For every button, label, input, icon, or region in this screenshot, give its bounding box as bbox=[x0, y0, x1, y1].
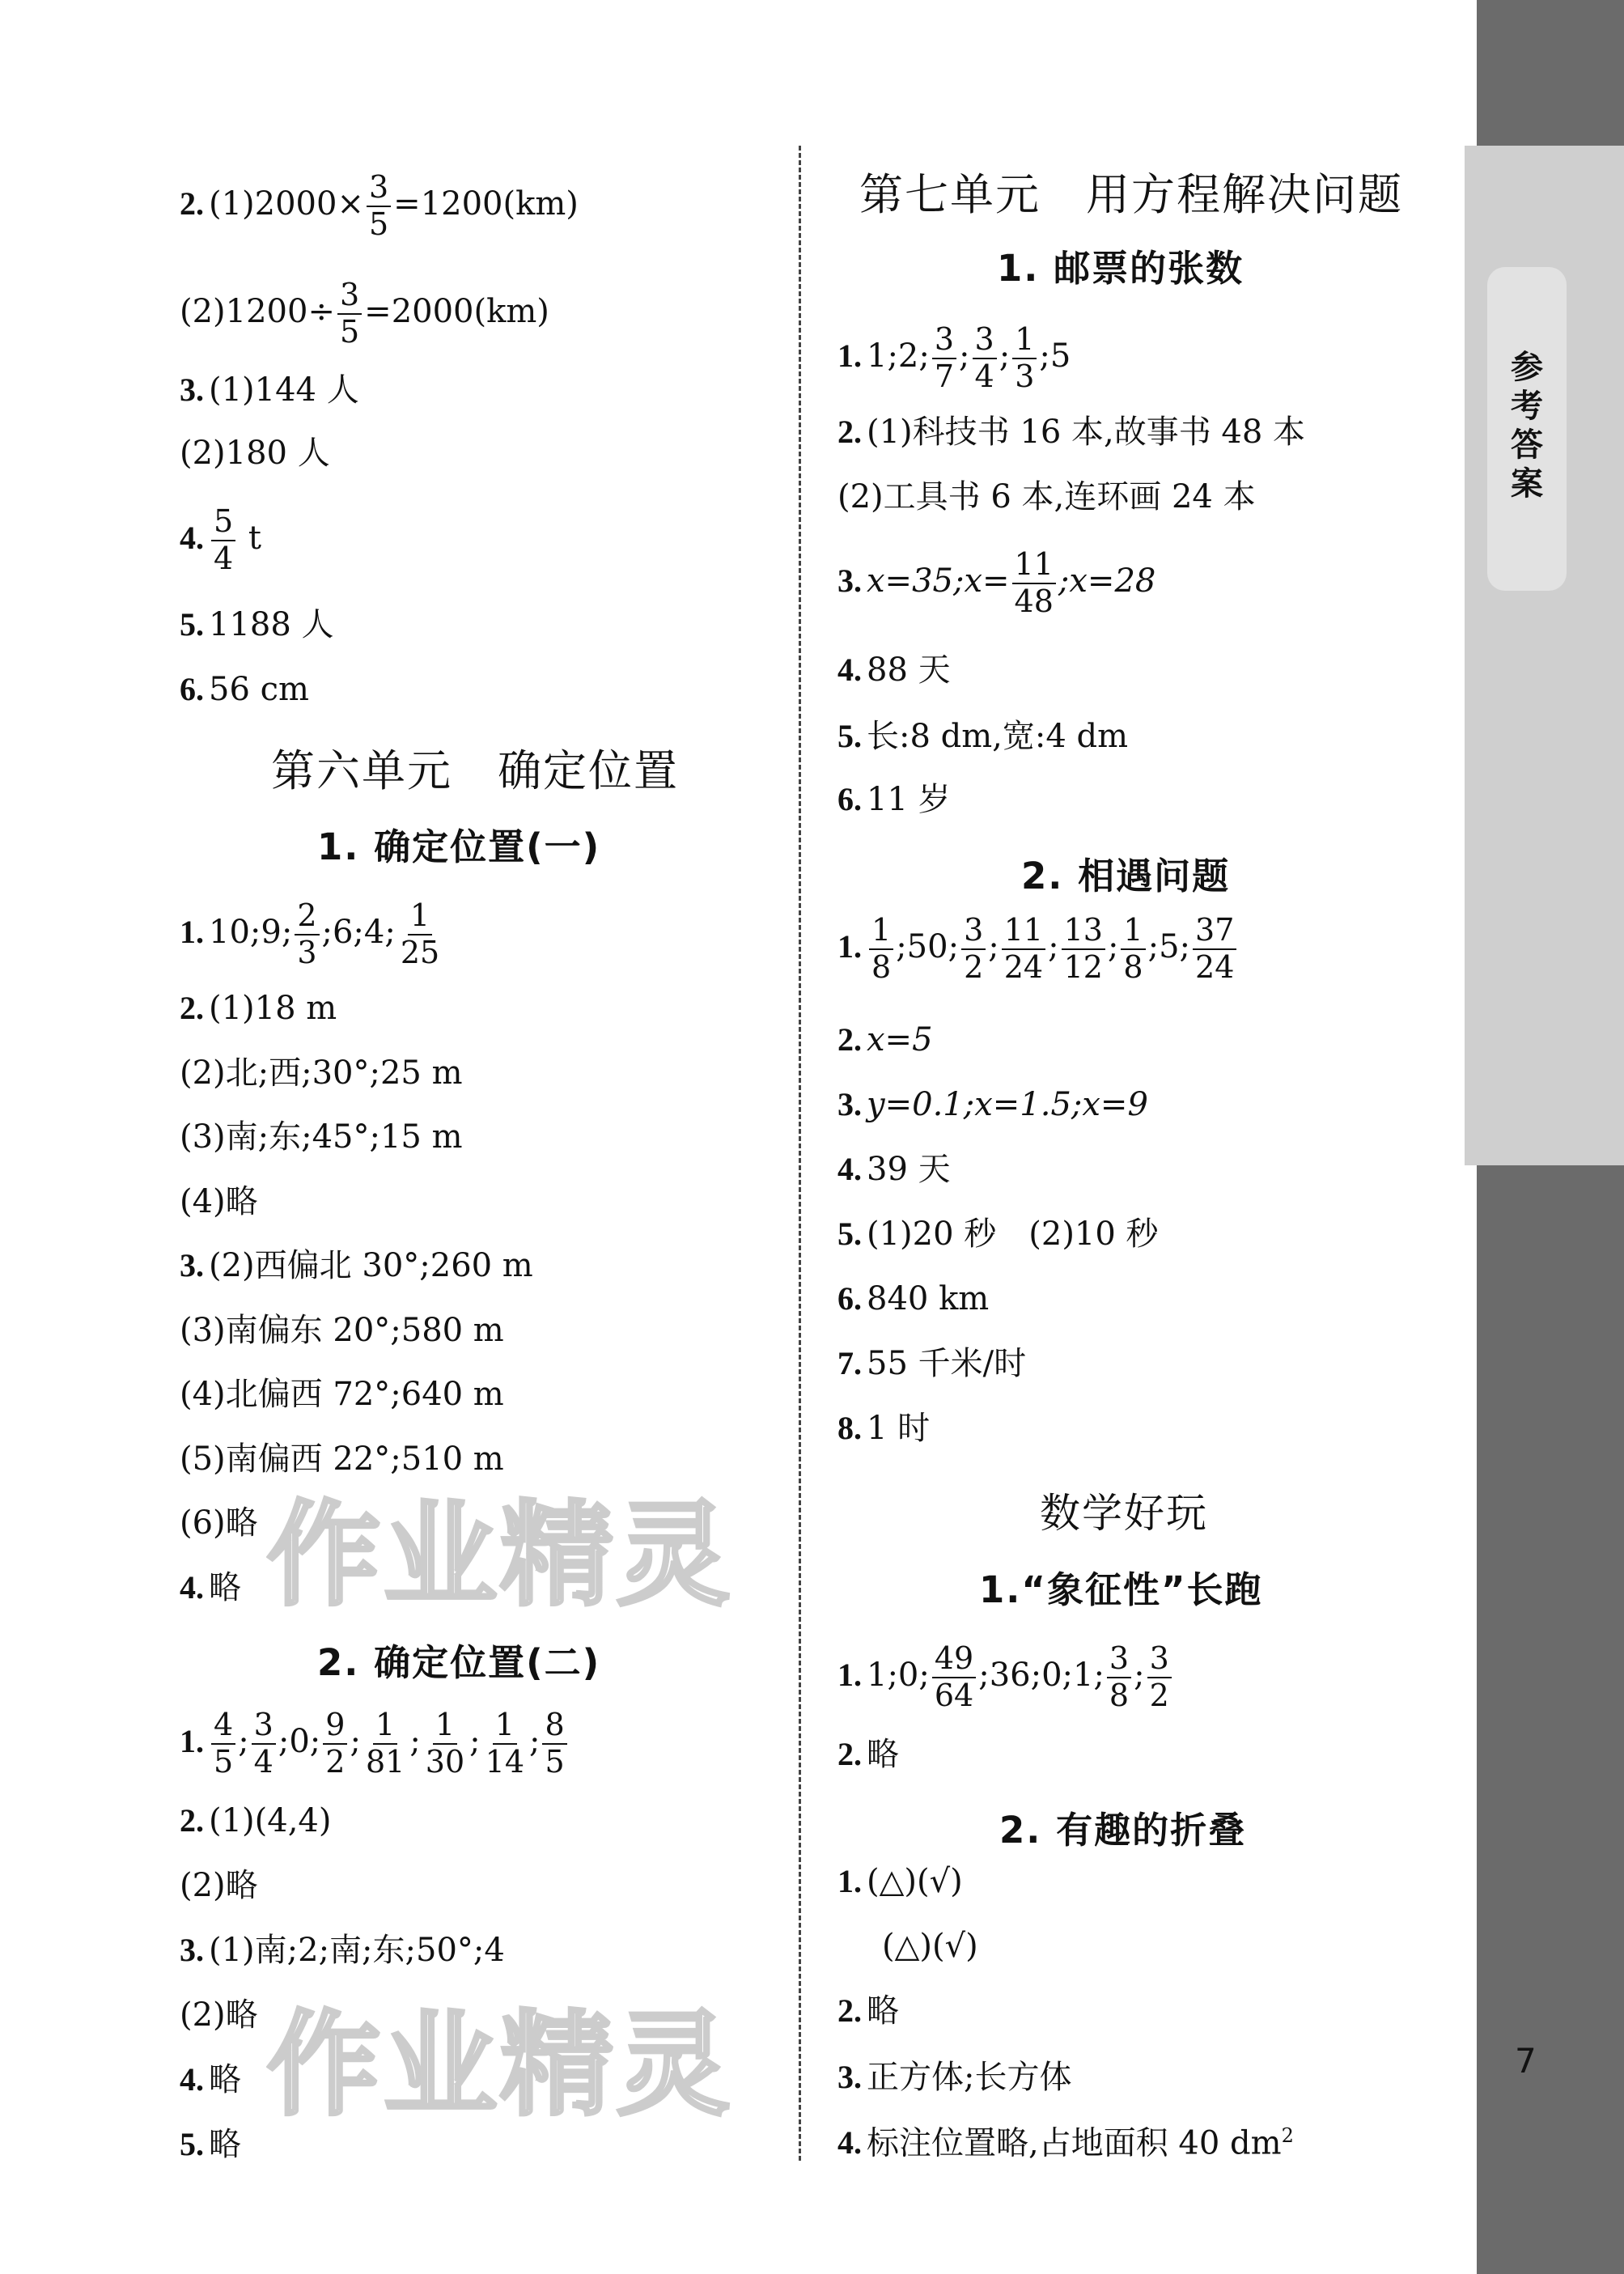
answer-line: (4)略 bbox=[180, 1183, 258, 1220]
answer-line: 7. 55 千米/时 bbox=[837, 1345, 1027, 1382]
side-band-middle bbox=[1477, 1165, 1624, 1975]
fraction: $\frac{5}{4}$ bbox=[211, 506, 235, 575]
fraction: $\frac{1}{3}$ bbox=[1012, 324, 1037, 393]
answer-line: (2)工具书 6 本,连环画 24 本 bbox=[837, 478, 1256, 515]
answer-line: 5. (1)20 秒 (2)10 秒 bbox=[837, 1215, 1159, 1253]
answer-line: (2)180 人 bbox=[180, 435, 330, 472]
fraction: $\frac{1}{30}$ bbox=[425, 1707, 465, 1780]
fraction: $\frac{3}{4}$ bbox=[252, 1709, 276, 1779]
answer-line: 4. 略 bbox=[180, 2061, 241, 2098]
answer-line: (5)南偏西 22°;510 m bbox=[180, 1440, 504, 1478]
fraction: $\frac{3}{4}$ bbox=[973, 324, 997, 393]
answer-line: (3)南;东;45°;15 m bbox=[180, 1118, 463, 1156]
unit-heading: 第七单元 用方程解决问题 bbox=[859, 169, 1403, 220]
answer-line: (△)(√) bbox=[882, 1928, 978, 1965]
watermark: 作业精灵 bbox=[267, 2000, 734, 2132]
answer-line: (2)1200÷ $\frac{3}{5}$ =2000(km) bbox=[180, 277, 549, 350]
answer-line: 2. (1)科技书 16 本,故事书 48 本 bbox=[837, 414, 1306, 451]
fraction: $\frac{3}{5}$ bbox=[337, 279, 362, 349]
answer-line: 3. (2)西偏北 30°;260 m bbox=[180, 1247, 533, 1284]
fraction: $\frac{8}{5}$ bbox=[542, 1709, 566, 1779]
fraction: $\frac{1}{81}$ bbox=[365, 1707, 405, 1780]
answer-line: 1. 10;9; $\frac{2}{3}$ ;6;4; $\frac{1}{25}$ bbox=[180, 900, 444, 969]
answer-line: 1. 1;0; $\frac{49}{64}$ ;36;0;1; $\frac{3}{8}$ ; $\frac{3}{2}$ bbox=[837, 1643, 1174, 1712]
answer-line: 1. $\frac{1}{8}$ ;50; $\frac{3}{2}$ ; $\frac{11}{24}$ ; $\frac{13}{12}$ ; $\frac{1}{8}$ ;5; $\frac{37}{24}$ bbox=[837, 914, 1239, 984]
answer-line: 5. 略 bbox=[180, 2126, 241, 2163]
fraction: $\frac{1}{8}$ bbox=[1121, 914, 1145, 984]
section-heading: 2. 确定位置(二) bbox=[317, 1641, 601, 1684]
fraction: $\frac{3}{2}$ bbox=[961, 914, 986, 984]
fraction: $\frac{9}{2}$ bbox=[323, 1709, 347, 1779]
fraction: $\frac{49}{64}$ bbox=[932, 1643, 976, 1712]
watermark: 作业精灵 bbox=[267, 1490, 734, 1622]
fraction: $\frac{3}{8}$ bbox=[1107, 1643, 1131, 1712]
answer-line: (2)略 bbox=[180, 1867, 258, 1904]
answer-line: (2)北;西;30°;25 m bbox=[180, 1054, 463, 1092]
fraction: $\frac{1}{8}$ bbox=[869, 914, 893, 984]
answer-line: (2)略 bbox=[180, 1996, 258, 2034]
answer-line: (3)南偏东 20°;580 m bbox=[180, 1312, 504, 1349]
fraction: $\frac{37}{24}$ bbox=[1193, 914, 1236, 984]
section-heading: 1.“象征性”长跑 bbox=[979, 1568, 1263, 1611]
unit-heading: 第六单元 确定位置 bbox=[271, 745, 679, 796]
answer-line: 4. 88 天 bbox=[837, 651, 951, 689]
answer-line: 4. 标注位置略,占地面积 40 $dm^2$ bbox=[837, 2124, 1294, 2162]
fraction: $\frac{2}{3}$ bbox=[295, 900, 319, 969]
fraction: $\frac{3}{2}$ bbox=[1147, 1643, 1172, 1712]
answer-line: 5. 长:8 dm,宽:4 dm bbox=[837, 718, 1129, 755]
fraction: $\frac{11}{48}$ bbox=[1012, 549, 1056, 618]
fraction: $\frac{4}{5}$ bbox=[211, 1709, 235, 1779]
answer-line: 3. x=35;x= $\frac{11}{48}$ ;x=28 bbox=[837, 546, 1156, 619]
answer-value: 5 bbox=[1159, 927, 1180, 965]
answer-line: 6. 840 km bbox=[837, 1280, 990, 1317]
answer-line: 1. 1;2; $\frac{3}{7}$ ; $\frac{3}{4}$ ; $\frac{1}{3}$ ;5 bbox=[837, 321, 1071, 394]
answer-line: 8. 1 时 bbox=[837, 1410, 931, 1447]
answer-line: 5. 1188 人 bbox=[180, 606, 334, 643]
answer-line: (6)略 bbox=[180, 1504, 258, 1542]
answer-line: 4. 39 天 bbox=[837, 1151, 951, 1188]
answer-line: (4)北偏西 72°;640 m bbox=[180, 1376, 504, 1413]
unit-heading: 数学好玩 bbox=[1040, 1490, 1208, 1537]
answer-tab-label: 参考答案 bbox=[1511, 349, 1543, 503]
answer-line: 4. $\frac{5}{4}$ t bbox=[180, 503, 261, 576]
answer-line: 6. 56 cm bbox=[180, 671, 309, 708]
fraction: $\frac{1}{25}$ bbox=[400, 897, 440, 970]
answer-line: 1. $\frac{4}{5}$ ; $\frac{3}{4}$ ;0; $\frac{9}{2}$ ; $\frac{1}{81}$ ; $\frac{1}{30}$ ; $\frac{1}{14}$ ; $\frac{8}{5}$ bbox=[180, 1709, 570, 1779]
section-heading: 2. 有趣的折叠 bbox=[999, 1809, 1247, 1852]
fraction: $\frac{1}{14}$ bbox=[485, 1707, 524, 1780]
answer-line: 3. (1)144 人 bbox=[180, 371, 359, 409]
answer-line: 2. x=5 bbox=[837, 1021, 933, 1059]
answer-line: 4. 略 bbox=[180, 1569, 241, 1606]
answer-line: 2. 略 bbox=[837, 1736, 899, 1773]
column-divider bbox=[799, 146, 801, 2161]
answer-line: 6. 11 岁 bbox=[837, 781, 951, 818]
section-heading: 2. 相遇问题 bbox=[1021, 855, 1231, 897]
fraction: $\frac{11}{24}$ bbox=[1002, 914, 1045, 984]
answer-line: 3. 正方体;长方体 bbox=[837, 2059, 1072, 2096]
answer-line: 2. (1)(4,4) bbox=[180, 1802, 332, 1839]
section-heading: 1. 邮票的张数 bbox=[997, 247, 1245, 290]
fraction: $\frac{3}{5}$ bbox=[367, 172, 391, 241]
fraction: $\frac{13}{12}$ bbox=[1062, 914, 1105, 984]
answer-line: 2. 略 bbox=[837, 1992, 899, 2030]
side-band-bottom bbox=[1477, 1975, 1624, 2274]
answer-line: 2. (1)2000× $\frac{3}{5}$ =1200(km) bbox=[180, 169, 579, 242]
answer-value: 50 bbox=[906, 927, 948, 965]
answer-line: 2. (1)18 m bbox=[180, 990, 337, 1027]
answer-line: 3. (1)南;2;南;东;50°;4 bbox=[180, 1932, 505, 1969]
answer-line: 1. (△)(√) bbox=[837, 1863, 963, 1900]
section-heading: 1. 确定位置(一) bbox=[317, 825, 601, 868]
answer-line: 3. y=0.1;x=1.5;x=9 bbox=[837, 1086, 1148, 1123]
page-number: 7 bbox=[1515, 2041, 1537, 2081]
answer-value: 0 bbox=[289, 1722, 310, 1760]
fraction: $\frac{3}{7}$ bbox=[932, 324, 956, 393]
